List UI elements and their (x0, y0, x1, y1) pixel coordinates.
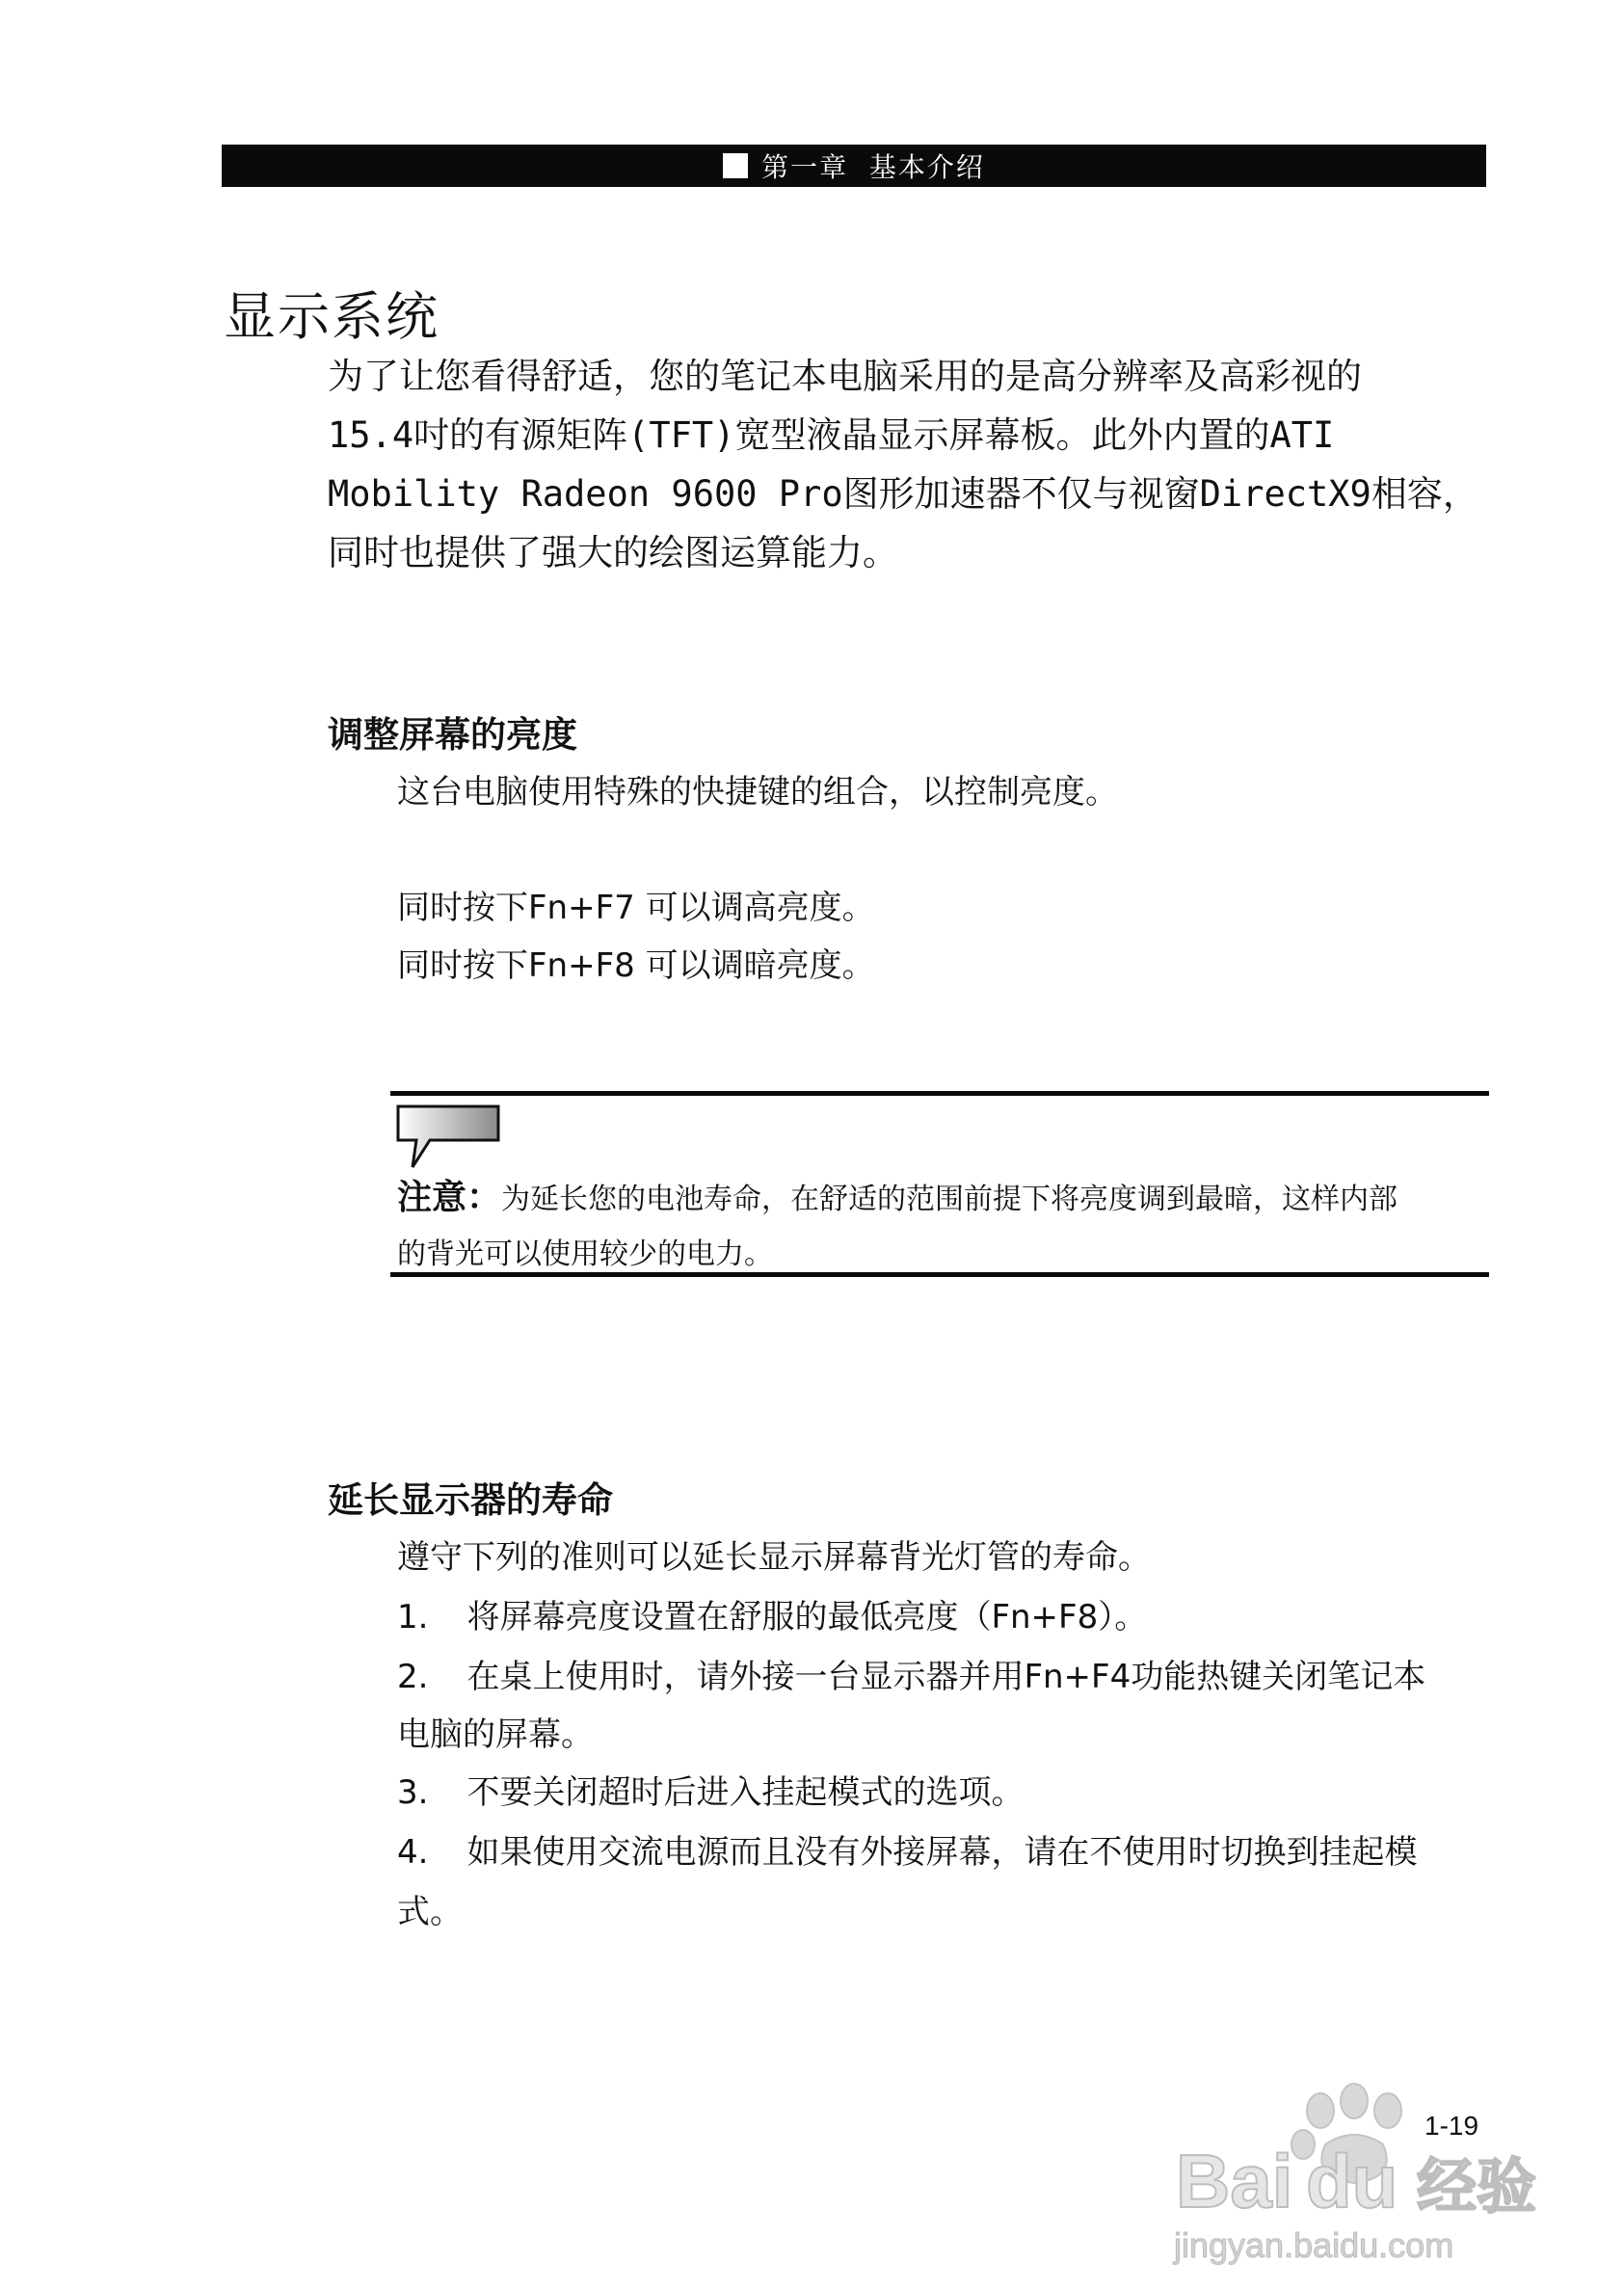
chapter-header-bar (222, 145, 1486, 187)
chapter-number: 第一章 (761, 151, 849, 183)
list-item-text: 将屏幕亮度设置在舒服的最低亮度（Fn+F8）。 (466, 1598, 1148, 1636)
brightness-shortcut: 同时按下Fn+F8 可以调暗亮度。 (397, 946, 875, 985)
list-item (397, 1650, 1425, 1697)
list-item-number: 3. (397, 1773, 429, 1812)
intro-line: 15.4吋的有源矩阵(TFT)宽型液晶显示屏幕板。此外内置的ATI (328, 414, 1335, 456)
note-line: 为延长您的电池寿命，在舒适的范围前提下将亮度调到最暗，这样内部 (501, 1183, 1398, 1216)
list-item (397, 1825, 1417, 1873)
list-item (397, 1590, 1147, 1637)
section-title: 显示系统 (224, 286, 439, 347)
list-item-number: 2. (397, 1658, 429, 1696)
square-bullet-icon (723, 153, 748, 178)
note-label: 注意： (397, 1178, 502, 1217)
brightness-shortcut: 同时按下Fn+F7 可以调高亮度。 (397, 889, 875, 927)
svg-text:Bai: Bai (1176, 2139, 1293, 2223)
list-item-number: 1. (397, 1598, 429, 1636)
list-item (397, 1766, 1024, 1813)
intro-line: 同时也提供了强大的绘图运算能力。 (328, 532, 898, 573)
baidu-jingyan-watermark (1157, 2072, 1561, 2275)
note-bottom-rule (390, 1272, 1489, 1277)
lifespan-heading: 延长显示器的寿命 (328, 1479, 613, 1521)
list-item-number: 4. (397, 1833, 429, 1872)
chapter-title: 基本介绍 (868, 151, 985, 183)
intro-line: 为了让您看得舒适，您的笔记本电脑采用的是高分辨率及高彩视的 (328, 356, 1362, 397)
list-item-text: 如果使用交流电源而且没有外接屏幕，请在不使用时切换到挂起模 (466, 1833, 1418, 1872)
list-item-text: 不要关闭超时后进入挂起模式的选项。 (466, 1773, 1025, 1812)
lifespan-description: 遵守下列的准则可以延长显示屏幕背光灯管的寿命。 (397, 1538, 1151, 1577)
intro-paragraph (328, 347, 1484, 582)
intro-line: Mobility Radeon 9600 Pro图形加速器不仅与视窗DirectX9相容， (328, 473, 1478, 515)
svg-text:du: du (1306, 2139, 1398, 2223)
list-item-continuation: 式。 (397, 1893, 463, 1931)
page-number: 1-19 (1424, 2111, 1479, 2141)
note-top-rule (390, 1091, 1489, 1096)
brightness-heading: 调整屏幕的亮度 (328, 714, 577, 756)
note-line: 的背光可以使用较少的电力。 (397, 1237, 773, 1271)
list-item-continuation: 电脑的屏幕。 (397, 1716, 594, 1754)
list-item-text: 在桌上使用时，请外接一台显示器并用Fn+F4功能热键关闭笔记本 (466, 1658, 1426, 1696)
svg-text:jingyan.baidu.com: jingyan.baidu.com (1174, 2225, 1454, 2265)
brightness-description: 这台电脑使用特殊的快捷键的组合，以控制亮度。 (397, 773, 1118, 811)
speech-bubble-icon (395, 1104, 501, 1171)
note-text (397, 1170, 1398, 1219)
svg-text:经验: 经验 (1417, 2151, 1537, 2221)
